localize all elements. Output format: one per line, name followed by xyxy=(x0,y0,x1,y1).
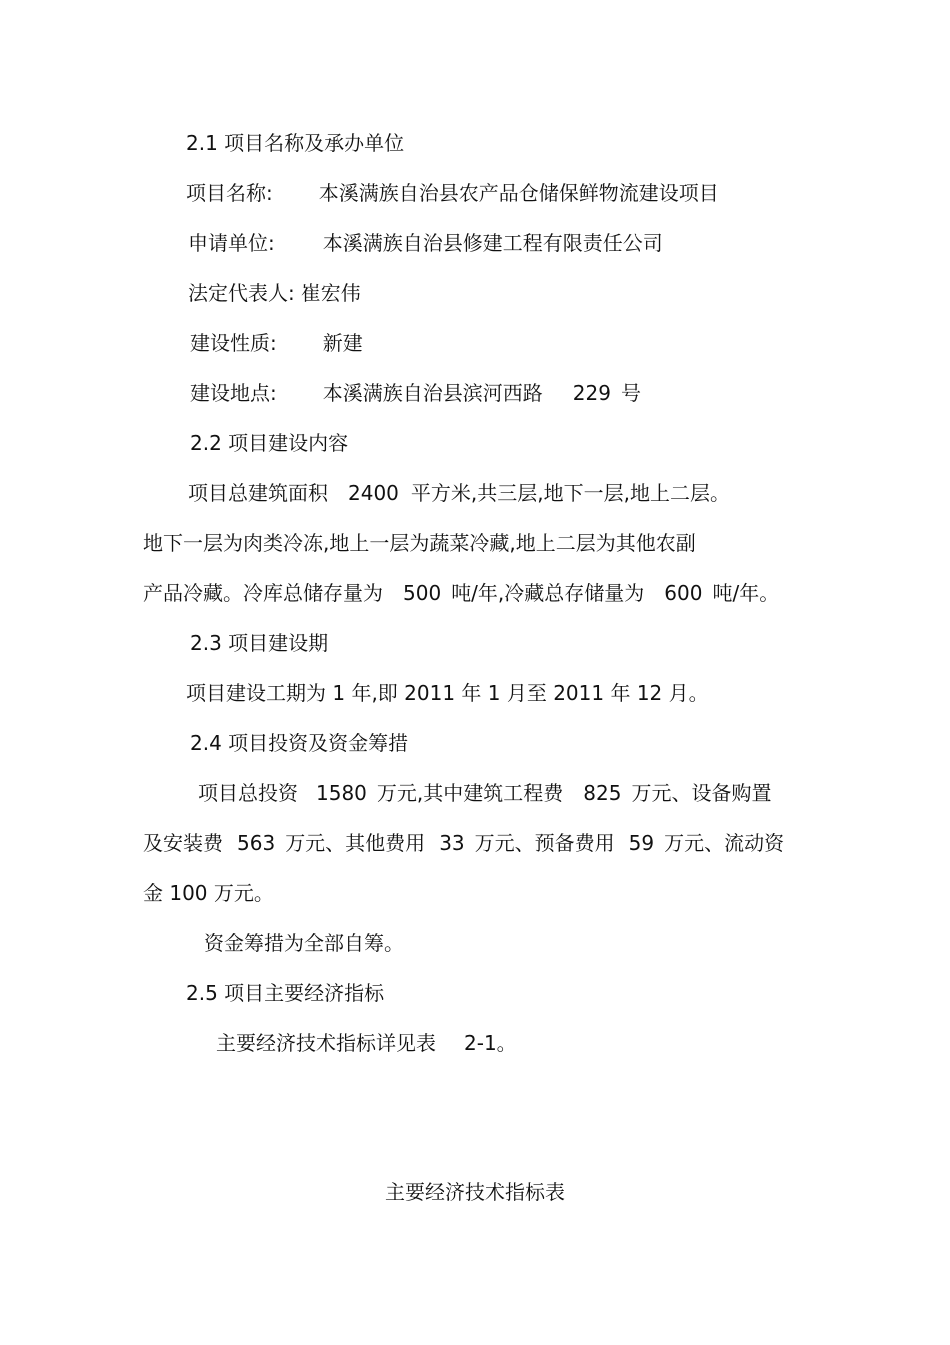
total-investment-value: 1580 xyxy=(316,781,367,805)
applicant-label: 申请单位: xyxy=(188,231,275,255)
construction-paragraph-line-1 xyxy=(188,479,730,507)
applicant-value: 本溪满族自治县修建工程有限责任公司 xyxy=(322,231,663,255)
build-location-value: 本溪满族自治县滨河西路 xyxy=(322,381,543,405)
build-location-label: 建设地点: xyxy=(190,381,277,405)
construction-paragraph-line-3 xyxy=(143,579,779,607)
cold-storage-value: 600 xyxy=(664,581,703,605)
text-fragment: 万元、设备购置 xyxy=(631,781,772,805)
legal-rep-label: 法定代表人: xyxy=(188,281,295,305)
text-fragment: 吨/年,冷藏总存储量为 xyxy=(451,581,645,605)
equipment-cost-value: 563 xyxy=(237,831,276,855)
reserve-cost-value: 59 xyxy=(628,831,655,855)
legal-rep-row xyxy=(188,279,361,307)
funding-source-text: 资金筹措为全部自筹。 xyxy=(204,931,404,955)
text-fragment: 项目总投资 xyxy=(198,781,298,805)
text-fragment: 万元,其中建筑工程费 xyxy=(376,781,564,805)
construction-period-text: 项目建设工期为 1 年,即 2011 年 1 月至 2011 年 12 月。 xyxy=(186,681,709,705)
section-2-4-heading: 2.4 项目投资及资金筹措 xyxy=(190,731,409,755)
section-2-5-heading: 2.5 项目主要经济指标 xyxy=(186,981,385,1005)
text-fragment: 万元、流动资 xyxy=(664,831,785,855)
investment-paragraph-line-3: 金 100 万元。 xyxy=(143,881,274,905)
construction-cost-value: 825 xyxy=(583,781,622,805)
text-fragment: 平方米,共三层,地下一层,地上二层。 xyxy=(410,481,730,505)
section-2-3-heading: 2.3 项目建设期 xyxy=(190,631,329,655)
storage-value: 500 xyxy=(403,581,442,605)
section-2-1-heading: 2.1 项目名称及承办单位 xyxy=(186,131,405,155)
build-location-row xyxy=(190,379,641,407)
text-fragment: 吨/年。 xyxy=(712,581,780,605)
project-name-label: 项目名称: xyxy=(186,181,273,205)
text-fragment: 产品冷藏。冷库总储存量为 xyxy=(143,581,383,605)
build-nature-label: 建设性质: xyxy=(190,331,277,355)
project-name-value: 本溪满族自治县农产品仓储保鲜物流建设项目 xyxy=(318,181,719,205)
text-fragment: 项目总建筑面积 xyxy=(188,481,328,505)
text-fragment: 及安装费 xyxy=(143,831,223,855)
table-title: 主要经济技术指标表 xyxy=(385,1180,565,1204)
text-fragment: 万元、预备费用 xyxy=(474,831,615,855)
text-fragment: 主要经济技术指标详见表 xyxy=(216,1031,436,1055)
text-fragment: 万元、其他费用 xyxy=(285,831,426,855)
build-location-unit: 号 xyxy=(620,381,641,405)
investment-paragraph-line-1 xyxy=(198,779,771,807)
build-nature-value: 新建 xyxy=(322,331,363,355)
build-nature-row xyxy=(190,329,363,357)
indicator-reference-text xyxy=(216,1029,517,1057)
investment-paragraph-line-2 xyxy=(143,829,784,857)
build-location-number: 229 xyxy=(572,381,611,405)
construction-paragraph-line-2: 地下一层为肉类冷冻,地上一层为蔬菜冷藏,地上二层为其他农副 xyxy=(143,531,696,555)
legal-rep-value: 崔宏伟 xyxy=(300,281,361,305)
area-value: 2400 xyxy=(348,481,399,505)
other-cost-value: 33 xyxy=(439,831,465,855)
applicant-row xyxy=(188,229,663,257)
section-2-2-heading: 2.2 项目建设内容 xyxy=(190,431,349,455)
table-reference: 2-1。 xyxy=(464,1031,517,1055)
project-name-row xyxy=(186,179,719,207)
